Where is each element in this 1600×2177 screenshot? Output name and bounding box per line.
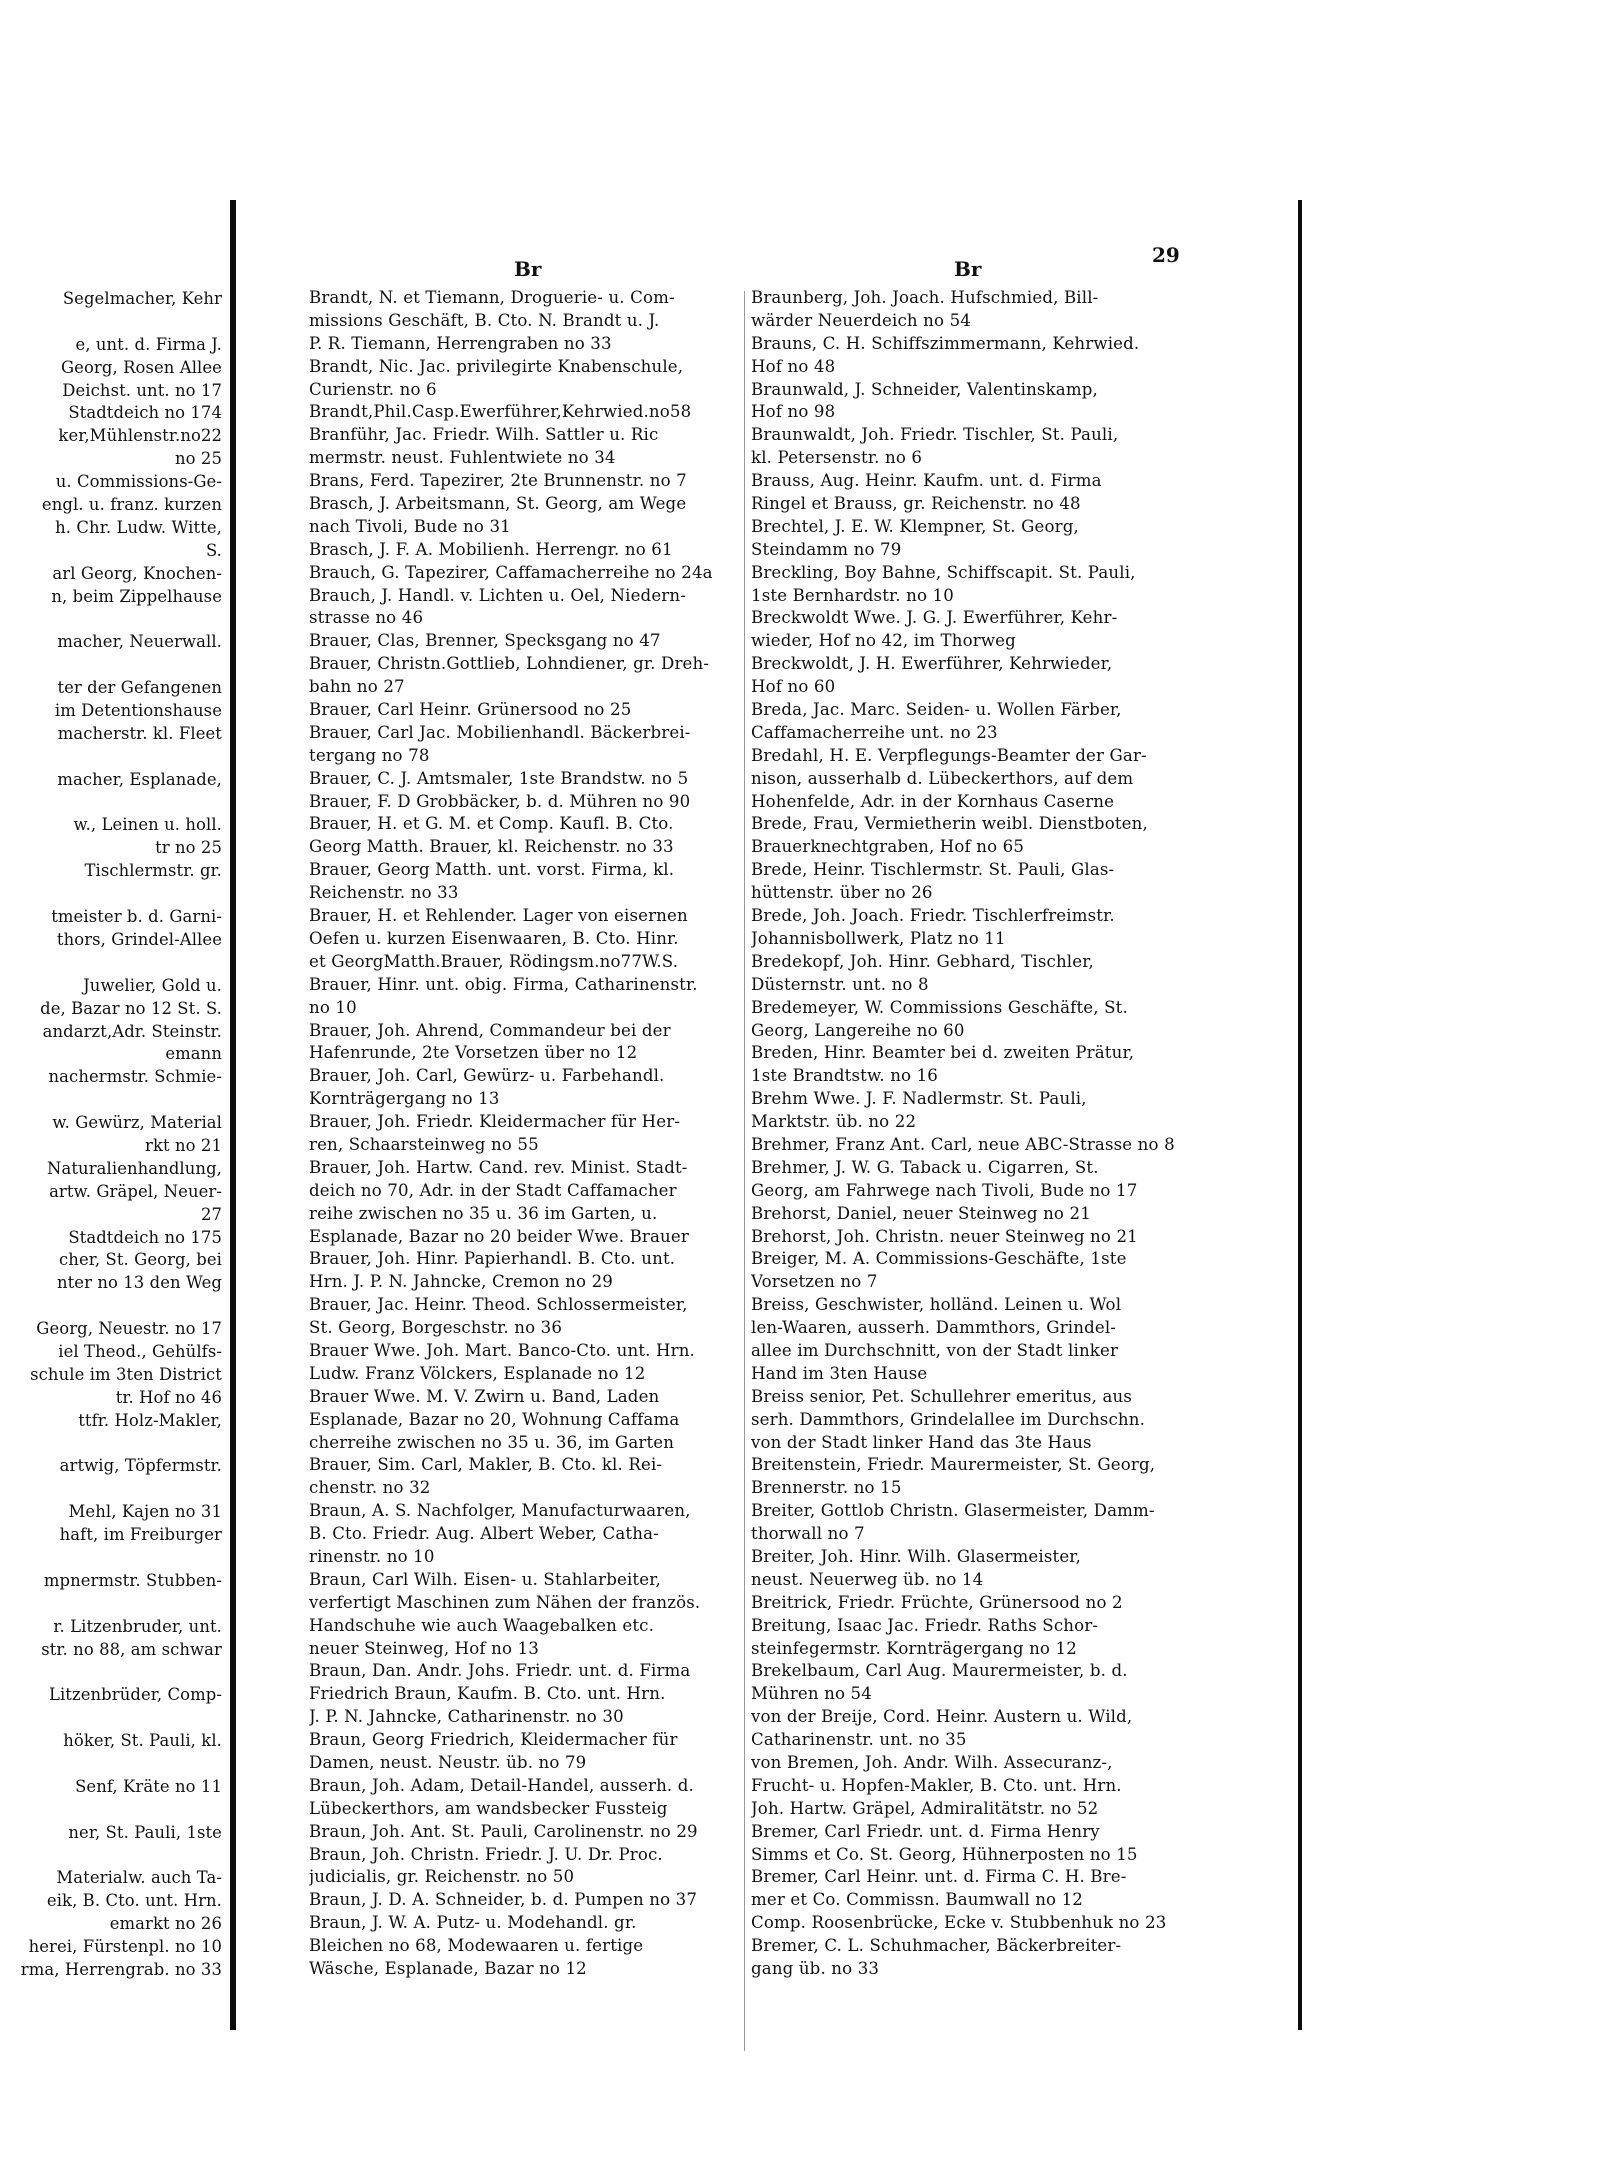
entry-line: Hof no 98	[751, 402, 836, 422]
entry-line: missions Geschäft, B. Cto. N. Brandt u. J.	[309, 310, 660, 330]
fragment-line: Materialw. auch Ta-	[56, 1868, 222, 1888]
entry-line: Georg, am Fahrwege nach Tivoli, Bude no 17	[751, 1180, 1138, 1200]
entry-line: Brauer Wwe. Joh. Mart. Banco-Cto. unt. Hrn.	[309, 1340, 695, 1360]
fragment-line: engl. u. franz. kurzen	[41, 495, 222, 515]
fragment-line: emann	[165, 1044, 222, 1064]
entry-line: Bremer, Carl Friedr. unt. d. Firma Henry	[751, 1821, 1100, 1841]
entry-line: Brans, Ferd. Tapezirer, 2te Brunnenstr. no 7	[309, 471, 687, 491]
fragment-line: tr. Hof no 46	[115, 1387, 222, 1407]
entry-line: Brauer, Joh. Hartw. Cand. rev. Minist. Stadt-	[309, 1157, 688, 1177]
entry-line: Brauer, Joh. Hinr. Papierhandl. B. Cto. unt.	[309, 1249, 676, 1269]
entry-line: Brauer, Georg Matth. unt. vorst. Firma, kl.	[309, 860, 675, 880]
entry-line: Georg Matth. Brauer, kl. Reichenstr. no 33	[309, 837, 674, 857]
entry-line: Brauns, C. H. Schiffszimmermann, Kehrwied.	[751, 333, 1140, 353]
entry-line: Breckling, Boy Bahne, Schiffscapit. St. Pauli,	[751, 562, 1136, 582]
entry-line: Mühren no 54	[751, 1684, 872, 1704]
fragment-line: Mehl, Kajen no 31	[68, 1502, 222, 1522]
fragment-line: ter der Gefangenen	[57, 678, 222, 698]
entry-line: Hand im 3ten Hause	[751, 1363, 928, 1383]
fragment-line: ker,Mühlenstr.no22	[58, 426, 222, 446]
entry-line: J. P. N. Jahncke, Catharinenstr. no 30	[309, 1707, 624, 1727]
entry-line: Wäsche, Esplanade, Bazar no 12	[309, 1959, 587, 1979]
entry-line: Brehorst, Daniel, neuer Steinweg no 21	[751, 1203, 1091, 1223]
entry-line: Joh. Hartw. Gräpel, Admiralitätstr. no 52	[751, 1798, 1099, 1818]
fragment-line: Georg, Neuestr. no 17	[36, 1319, 222, 1339]
entry-line: Curienstr. no 6	[309, 379, 437, 399]
entry-line: neuer Steinweg, Hof no 13	[309, 1638, 539, 1658]
entry-line: Brekelbaum, Carl Aug. Maurermeister, b. d.	[751, 1661, 1128, 1681]
entry-line: steinfegermstr. Kornträgergang no 12	[751, 1638, 1077, 1658]
fragment-line: str. no 88, am schwar	[41, 1639, 222, 1659]
entry-line: Brauer, Jac. Heinr. Theod. Schlossermeister,	[309, 1295, 688, 1315]
entry-line: Braun, Joh. Ant. St. Pauli, Carolinenstr. no 29	[309, 1821, 698, 1841]
entry-line: Breitenstein, Friedr. Maurermeister, St. Georg,	[751, 1455, 1156, 1475]
entry-line: ren, Schaarsteinweg no 55	[309, 1134, 539, 1154]
fragment-line: r. Litzenbruder, unt.	[53, 1616, 222, 1636]
entry-line: Bremer, Carl Heinr. unt. d. Firma C. H. Bre-	[751, 1867, 1127, 1887]
fragment-line: arl Georg, Knochen-	[52, 563, 222, 583]
entry-line: Bredemeyer, W. Commissions Geschäfte, St.	[751, 997, 1128, 1017]
entry-line: von der Breije, Cord. Heinr. Austern u. Wild,	[751, 1707, 1133, 1727]
fragment-line: andarzt,Adr. Steinstr.	[42, 1021, 222, 1041]
fragment-line: mpnermstr. Stubben-	[43, 1570, 222, 1590]
entry-line: strasse no 46	[309, 608, 424, 628]
entry-line: B. Cto. Friedr. Aug. Albert Weber, Catha-	[309, 1524, 659, 1544]
fragment-line	[0, 1845, 222, 1868]
entry-line: neust. Neuerweg üb. no 14	[751, 1569, 984, 1589]
entry-line: Johannisbollwerk, Platz no 11	[751, 928, 1006, 948]
fragment-line: emarkt no 26	[109, 1914, 222, 1934]
fragment-line: Naturalienhandlung,	[47, 1158, 222, 1178]
entry-line: Comp. Roosenbrücke, Ecke v. Stubbenhuk no 23	[751, 1913, 1167, 1933]
entry-line: Frucht- u. Hopfen-Makler, B. Cto. unt. Hrn.	[751, 1775, 1122, 1795]
fragment-line: ttfr. Holz-Makler,	[78, 1410, 222, 1430]
entry-line: Brauer, Carl Jac. Mobilienhandl. Bäckerbrei-	[309, 722, 691, 742]
entry-line: Bleichen no 68, Modewaaren u. fertige	[309, 1936, 644, 1956]
fragment-line: Litzenbrüder, Comp-	[48, 1685, 222, 1705]
fragment-line	[0, 883, 222, 906]
directory-page	[246, 205, 1296, 2105]
entry-line: nach Tivoli, Bude no 31	[309, 516, 511, 536]
entry-line: Oefen u. kurzen Eisenwaaren, B. Cto. Hinr.	[309, 928, 679, 948]
entry-line: thorwall no 7	[751, 1524, 865, 1544]
entry-line: nison, ausserhalb d. Lübeckerthors, auf dem	[751, 768, 1134, 788]
fragment-line: artwig, Töpfermstr.	[59, 1456, 222, 1476]
entry-line: wärder Neuerdeich no 54	[751, 310, 971, 330]
entry-line: Brandt, Nic. Jac. privilegirte Knabenschule,	[309, 356, 684, 376]
entry-line: Brauer, Christn.Gottlieb, Lohndiener, gr. Dreh-	[309, 654, 710, 674]
entry-line: Breiger, M. A. Commissions-Geschäfte, 1ste	[751, 1249, 1127, 1269]
fragment-line: w. Gewürz, Material	[52, 1113, 222, 1133]
entry-line: Hohenfelde, Adr. in der Kornhaus Caserne	[751, 791, 1115, 811]
entry-line: Bredahl, H. E. Verpflegungs-Beamter der Gar-	[751, 745, 1147, 765]
fragment-line: nachermstr. Schmie-	[48, 1067, 222, 1087]
entry-line: Breiter, Joh. Hinr. Wilh. Glasermeister,	[751, 1546, 1081, 1566]
fragment-line	[0, 1089, 222, 1112]
entry-line: Brauer, Joh. Carl, Gewürz- u. Farbehandl.	[309, 1066, 665, 1086]
fragment-line	[0, 608, 222, 631]
entry-line: et GeorgMatth.Brauer, Rödingsm.no77W.S.	[309, 951, 679, 971]
previous-page-fragments	[0, 288, 222, 1982]
entry-line: Brede, Joh. Joach. Friedr. Tischlerfreimstr.	[751, 906, 1115, 926]
entry-line: Braunberg, Joh. Joach. Hufschmied, Bill-	[751, 288, 1099, 307]
fragment-line: 27	[200, 1204, 222, 1224]
entry-line: Brehmer, Franz Ant. Carl, neue ABC-Strasse no 8	[751, 1134, 1175, 1154]
fragment-line	[0, 654, 222, 677]
entry-line: len-Waaren, ausserh. Dammthors, Grindel-	[751, 1318, 1117, 1338]
entry-line: Hof no 48	[751, 356, 836, 376]
fragment-line: u. Commissions-Ge-	[55, 472, 222, 492]
fragment-line: no 25	[175, 449, 222, 469]
fragment-line: schule im 3ten District	[30, 1364, 222, 1384]
fragment-line: macher, Neuerwall.	[57, 632, 222, 652]
entry-line: Brauer Wwe. M. V. Zwirn u. Band, Laden	[309, 1386, 660, 1406]
fragment-line: macher, Esplanade,	[57, 769, 222, 789]
entry-line: Brede, Heinr. Tischlermstr. St. Pauli, Glas-	[751, 860, 1115, 880]
entry-line: mer et Co. Commissn. Baumwall no 12	[751, 1890, 1084, 1910]
previous-page	[0, 0, 232, 2020]
entry-line: Braunwald, J. Schneider, Valentinskamp,	[751, 379, 1098, 399]
running-head-left: Br	[514, 257, 542, 281]
entry-line: Braun, Dan. Andr. Johs. Friedr. unt. d. Firma	[309, 1661, 691, 1681]
fragment-line: e, unt. d. Firma J.	[75, 334, 222, 354]
entries-column-right	[751, 287, 1271, 1981]
entry-line: Brauer, Carl Heinr. Grünersood no 25	[309, 700, 632, 720]
fragment-line	[0, 952, 222, 975]
entry-line: Georg, Langereihe no 60	[751, 1020, 965, 1040]
entry-line: Breda, Jac. Marc. Seiden- u. Wollen Färber,	[751, 700, 1122, 720]
entry-line: serh. Dammthors, Grindelallee im Durchschn.	[751, 1409, 1145, 1429]
entry-line: Esplanade, Bazar no 20, Wohnung Caffama	[309, 1409, 680, 1429]
fragment-line	[0, 1661, 222, 1684]
fragment-line	[0, 792, 222, 815]
entry-line: Hof no 60	[751, 677, 836, 697]
fragment-line: Juwelier, Gold u.	[83, 975, 222, 995]
fragment-line: iel Theod., Gehülfs-	[58, 1341, 222, 1361]
entry-line: Breden, Hinr. Beamter bei d. zweiten Prätur,	[751, 1043, 1135, 1063]
fragment-line: Stadtdeich no 174	[68, 403, 222, 423]
entry-line: Brauer, Clas, Brenner, Specksgang no 47	[309, 631, 661, 651]
fragment-line: ner, St. Pauli, 1ste	[68, 1822, 222, 1842]
entry-line: Breitrick, Friedr. Früchte, Grünersood no 2	[751, 1592, 1123, 1612]
entry-line: Esplanade, Bazar no 20 beider Wwe. Brauer	[309, 1226, 689, 1246]
entry-line: Brauer, H. et G. M. et Comp. Kaufl. B. Cto.	[309, 814, 674, 834]
entry-line: bahn no 27	[309, 677, 405, 697]
entry-line: Braun, Georg Friedrich, Kleidermacher für	[309, 1730, 678, 1750]
entry-line: Friedrich Braun, Kaufm. B. Cto. unt. Hrn.	[309, 1684, 666, 1704]
fragment-line: Georg, Rosen Allee	[60, 357, 222, 377]
entry-line: Braun, J. W. A. Putz- u. Modehandl. gr.	[309, 1913, 637, 1933]
fragment-line: S.	[205, 540, 222, 560]
fragment-line	[0, 1433, 222, 1456]
entry-line: wieder, Hof no 42, im Thorweg	[751, 631, 1016, 651]
entry-line: Brasch, J. Arbeitsmann, St. Georg, am Wege	[309, 494, 687, 514]
entry-line: Brandt,Phil.Casp.Ewerführer,Kehrwied.no58	[309, 402, 692, 422]
entry-line: Braun, Joh. Christn. Friedr. J. U. Dr. Proc.	[309, 1844, 663, 1864]
entry-line: Ludw. Franz Völckers, Esplanade no 12	[309, 1363, 646, 1383]
entry-line: Brauch, J. Handl. v. Lichten u. Oel, Niedern-	[309, 585, 686, 605]
page-number: 29	[1152, 243, 1180, 267]
fragment-line: thors, Grindel-Allee	[56, 929, 222, 949]
book-edge-right	[1298, 200, 1302, 2030]
entry-line: kl. Petersenstr. no 6	[751, 448, 923, 468]
entry-line: Braun, J. D. A. Schneider, b. d. Pumpen no 37	[309, 1890, 698, 1910]
entry-line: chenstr. no 32	[309, 1478, 431, 1498]
entry-line: 1ste Bernhardstr. no 10	[751, 585, 954, 605]
entry-line: Reichenstr. no 33	[309, 883, 459, 903]
entry-line: mermstr. neust. Fuhlentwiete no 34	[309, 448, 616, 468]
fragment-line: rkt no 21	[145, 1135, 222, 1155]
fragment-line: Deichst. unt. no 17	[62, 380, 222, 400]
entry-line: Steindamm no 79	[751, 539, 902, 559]
fragment-line: Tischlermstr. gr.	[84, 861, 222, 881]
entry-line: Braun, Carl Wilh. Eisen- u. Stahlarbeiter,	[309, 1569, 661, 1589]
entry-line: no 10	[309, 997, 357, 1017]
fragment-line	[0, 1547, 222, 1570]
entry-line: von der Stadt linker Hand das 3te Haus	[751, 1432, 1092, 1452]
entry-line: Bredekopf, Joh. Hinr. Gebhard, Tischler,	[751, 951, 1094, 971]
fragment-line: im Detentionshause	[54, 701, 222, 721]
fragment-line: Senf, Kräte no 11	[75, 1776, 222, 1796]
fragment-line	[0, 1707, 222, 1730]
fragment-line	[0, 1799, 222, 1822]
entry-line: gang üb. no 33	[751, 1959, 880, 1979]
entry-line: Brehm Wwe. J. F. Nadlermstr. St. Pauli,	[751, 1089, 1087, 1109]
entry-line: Brauss, Aug. Heinr. Kaufm. unt. d. Firma	[751, 471, 1102, 491]
entry-line: Breckwoldt, J. H. Ewerführer, Kehrwieder,	[751, 654, 1113, 674]
fragment-line: Segelmacher, Kehr	[62, 289, 222, 308]
entry-line: Brauer, Hinr. unt. obig. Firma, Catharinenstr.	[309, 974, 698, 994]
entry-line: Brauer, Sim. Carl, Makler, B. Cto. kl. Rei-	[309, 1455, 663, 1475]
entry-line: tergang no 78	[309, 745, 430, 765]
entry-line: Brauer, F. D Grobbäcker, b. d. Mühren no 90	[309, 791, 691, 811]
fragment-line: h. Chr. Ludw. Witte,	[55, 517, 222, 537]
fragment-line	[0, 1478, 222, 1501]
entry-line: Brennerstr. no 15	[751, 1478, 902, 1498]
entry-line: von Bremen, Joh. Andr. Wilh. Assecuranz-,	[751, 1753, 1113, 1772]
entry-line: deich no 70, Adr. in der Stadt Caffamacher	[309, 1180, 677, 1200]
entry-line: Breckwoldt Wwe. J. G. J. Ewerführer, Kehr-	[751, 608, 1118, 628]
entry-line: Breiss senior, Pet. Schullehrer emeritus, aus	[751, 1386, 1132, 1406]
entry-line: rinenstr. no 10	[309, 1546, 435, 1566]
entry-line: Vorsetzen no 7	[751, 1272, 878, 1292]
entry-line: Ringel et Brauss, gr. Reichenstr. no 48	[751, 494, 1081, 514]
entry-line: Brede, Frau, Vermietherin weibl. Dienstboten,	[751, 814, 1148, 834]
entry-line: Lübeckerthors, am wandsbecker Fussteig	[309, 1798, 668, 1818]
entry-line: P. R. Tiemann, Herrengraben no 33	[309, 333, 612, 353]
entry-line: verfertigt Maschinen zum Nähen der französ.	[309, 1592, 701, 1612]
entry-line: Kornträgergang no 13	[309, 1089, 500, 1109]
entry-line: cherreihe zwischen no 35 u. 36, im Garten	[309, 1432, 675, 1452]
entry-line: Düsternstr. unt. no 8	[751, 974, 929, 994]
entry-line: Brauer, Joh. Friedr. Kleidermacher für Her-	[309, 1112, 681, 1132]
entry-line: Brauch, G. Tapezirer, Caffamacherreihe no 24a	[309, 562, 713, 582]
fragment-line	[0, 746, 222, 769]
fragment-line: Stadtdeich no 175	[68, 1227, 222, 1247]
entry-line: Brauer, C. J. Amtsmaler, 1ste Brandstw. no 5	[309, 768, 689, 788]
entry-line: Caffamacherreihe unt. no 23	[751, 722, 998, 742]
entry-line: Breiss, Geschwister, holländ. Leinen u. Wol	[751, 1295, 1122, 1315]
entries-column-left	[309, 287, 764, 1981]
fragment-line: macherstr. kl. Fleet	[57, 723, 222, 743]
entry-line: St. Georg, Borgeschstr. no 36	[309, 1318, 563, 1338]
entry-line: Brasch, J. F. A. Mobilienh. Herrengr. no 61	[309, 539, 673, 559]
fragment-line: cher, St. Georg, bei	[59, 1250, 222, 1270]
fragment-line: haft, im Freiburger	[59, 1525, 222, 1545]
entry-line: Hrn. J. P. N. Jahncke, Cremon no 29	[309, 1272, 613, 1292]
fragment-line: tmeister b. d. Garni-	[51, 907, 222, 927]
entry-line: Brehmer, J. W. G. Taback u. Cigarren, St.	[751, 1157, 1099, 1177]
fragment-line: de, Bazar no 12 St. S.	[40, 998, 222, 1018]
column-rule	[744, 291, 745, 2051]
entry-line: Braun, Joh. Adam, Detail-Handel, ausserh. d.	[309, 1775, 694, 1795]
fragment-line: rma, Herrengrab. no 33	[20, 1960, 222, 1980]
entry-line: Branführ, Jac. Friedr. Wilh. Sattler u. Ric	[309, 425, 659, 445]
entry-line: Marktstr. üb. no 22	[751, 1112, 917, 1132]
fragment-line: n, beim Zippelhause	[51, 586, 222, 606]
fragment-line: w., Leinen u. holl.	[73, 815, 222, 835]
entry-line: Brehorst, Joh. Christn. neuer Steinweg no 21	[751, 1226, 1138, 1246]
entry-line: judicialis, gr. Reichenstr. no 50	[309, 1867, 575, 1887]
fragment-line: eik, B. Cto. unt. Hrn.	[46, 1891, 222, 1911]
entry-line: Brauer, H. et Rehlender. Lager von eisernen	[309, 906, 688, 926]
entry-line: Breitung, Isaac Jac. Friedr. Raths Schor-	[751, 1615, 1099, 1635]
running-head-right: Br	[954, 257, 982, 281]
fragment-line	[0, 1593, 222, 1616]
entry-line: Handschuhe wie auch Waagebalken etc.	[309, 1615, 655, 1635]
entry-line: Breiter, Gottlob Christn. Glasermeister, Damm-	[751, 1501, 1155, 1521]
entry-line: hüttenstr. über no 26	[751, 883, 933, 903]
fragment-line	[0, 1753, 222, 1776]
fragment-line: höker, St. Pauli, kl.	[63, 1731, 222, 1751]
fragment-line	[0, 1295, 222, 1318]
entry-line: Catharinenstr. unt. no 35	[751, 1730, 967, 1750]
fragment-line: artw. Gräpel, Neuer-	[49, 1181, 222, 1201]
entry-line: Brauerknechtgraben, Hof no 65	[751, 837, 1025, 857]
entry-line: Bremer, C. L. Schuhmacher, Bäckerbreiter-	[751, 1936, 1122, 1956]
entry-line: Brechtel, J. E. W. Klempner, St. Georg,	[751, 516, 1079, 536]
entry-line: allee im Durchschnitt, von der Stadt linker	[751, 1340, 1119, 1360]
fragment-line	[0, 311, 222, 334]
entry-line: Brandt, N. et Tiemann, Droguerie- u. Com-	[309, 288, 675, 307]
entry-line: Brauer, Joh. Ahrend, Commandeur bei der	[309, 1020, 671, 1040]
fragment-line: nter no 13 den Weg	[56, 1273, 222, 1293]
entry-line: Damen, neust. Neustr. üb. no 79	[309, 1753, 587, 1772]
entry-line: Simms et Co. St. Georg, Hühnerposten no 15	[751, 1844, 1138, 1864]
fragment-line: tr no 25	[155, 838, 222, 858]
fragment-line: herei, Fürstenpl. no 10	[28, 1937, 222, 1957]
entry-line: reihe zwischen no 35 u. 36 im Garten, u.	[309, 1203, 658, 1223]
entry-line: Braun, A. S. Nachfolger, Manufacturwaaren,	[309, 1501, 691, 1521]
entry-line: 1ste Brandtstw. no 16	[751, 1066, 939, 1086]
entry-line: Braunwaldt, Joh. Friedr. Tischler, St. Pauli,	[751, 425, 1119, 445]
entry-line: Hafenrunde, 2te Vorsetzen über no 12	[309, 1043, 638, 1063]
